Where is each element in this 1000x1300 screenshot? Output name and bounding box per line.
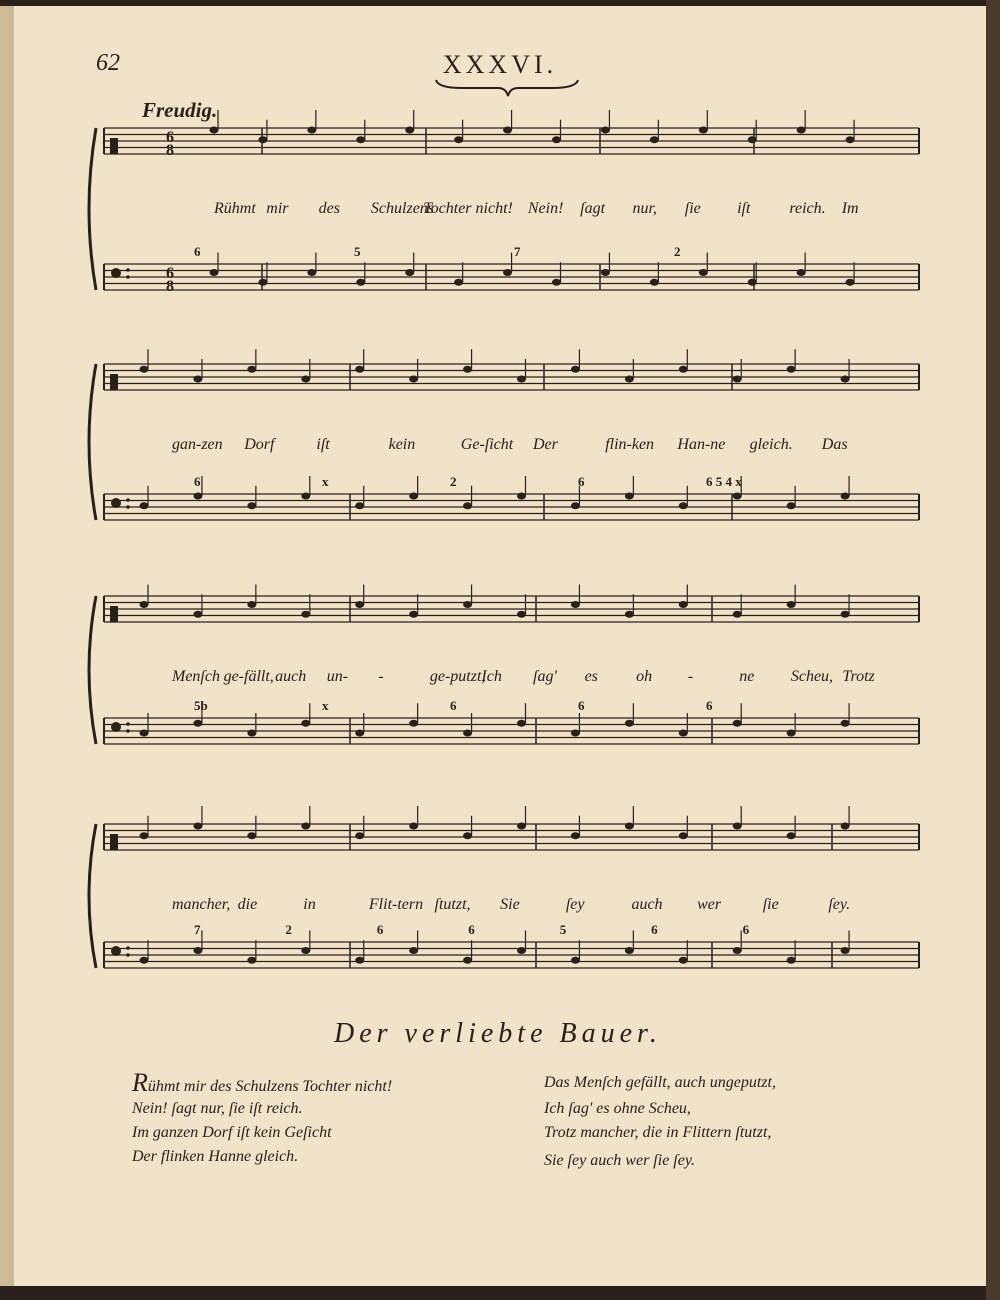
lyric-syllable: Nein! bbox=[527, 200, 564, 217]
note-head bbox=[258, 279, 267, 286]
figured-bass-number: 6 bbox=[706, 698, 713, 713]
note-head bbox=[787, 601, 796, 608]
note-head bbox=[301, 611, 310, 618]
note-head bbox=[409, 720, 418, 727]
lyric-syllable: - bbox=[378, 668, 384, 685]
note-head bbox=[841, 611, 850, 618]
note-head bbox=[650, 136, 659, 143]
note-head bbox=[210, 127, 219, 134]
note-head bbox=[733, 611, 742, 618]
note-head bbox=[601, 269, 610, 276]
note-head bbox=[247, 366, 256, 373]
lyric-syllable: kein bbox=[388, 436, 416, 453]
note-head bbox=[355, 601, 364, 608]
note-head bbox=[355, 366, 364, 373]
note-head bbox=[841, 493, 850, 500]
lyric-syllable: ſag' bbox=[533, 668, 557, 685]
note-head bbox=[699, 269, 708, 276]
figured-bass-number: x bbox=[322, 698, 329, 713]
score-page bbox=[14, 6, 986, 1286]
note-head bbox=[140, 601, 149, 608]
note-head bbox=[733, 823, 742, 830]
note-head bbox=[787, 366, 796, 373]
lyric-syllable: iſt bbox=[316, 436, 330, 453]
note-head bbox=[517, 376, 526, 383]
note-head bbox=[355, 730, 364, 737]
lyric-syllable: ſey bbox=[565, 896, 585, 913]
lyric-syllable: Sie bbox=[500, 896, 520, 913]
lyric-syllable: oh bbox=[636, 668, 653, 685]
lyric-syllable: Im bbox=[841, 200, 859, 217]
note-head bbox=[463, 730, 472, 737]
note-head bbox=[247, 832, 256, 839]
lyric-syllable: flin-ken bbox=[605, 436, 655, 453]
note-head bbox=[356, 279, 365, 286]
bass-clef-dot bbox=[126, 729, 130, 733]
poem-line: Der flinken Hanne gleich. bbox=[132, 1148, 299, 1165]
note-head bbox=[356, 136, 365, 143]
note-head bbox=[625, 376, 634, 383]
note-head bbox=[247, 730, 256, 737]
figured-bass-number: 6 bbox=[376, 922, 384, 937]
note-head bbox=[193, 376, 202, 383]
book-edge-right bbox=[986, 0, 1000, 1300]
lyric-syllable: Trotz bbox=[842, 668, 875, 685]
note-head bbox=[454, 279, 463, 286]
note-head bbox=[405, 127, 414, 134]
figured-bass-number: 7 bbox=[514, 244, 521, 259]
note-head bbox=[409, 611, 418, 618]
figured-bass-number: 6 bbox=[450, 698, 457, 713]
bass-clef-dot bbox=[126, 268, 130, 272]
figured-bass-number: 6 bbox=[194, 244, 201, 259]
note-head bbox=[625, 823, 634, 830]
note-head bbox=[409, 376, 418, 383]
note-head bbox=[463, 957, 472, 964]
note-head bbox=[140, 502, 149, 509]
time-signature: 8 bbox=[166, 278, 174, 295]
note-head bbox=[571, 601, 580, 608]
note-head bbox=[140, 366, 149, 373]
bass-clef bbox=[111, 722, 121, 732]
figured-bass-number: 5 bbox=[559, 922, 567, 937]
poem-line: Nein! ſagt nur, ſie iſt reich. bbox=[132, 1100, 303, 1117]
tempo-marking: Freudig. bbox=[142, 98, 218, 122]
song-number: XXXVI. bbox=[442, 50, 558, 79]
lyric-syllable: Der bbox=[533, 436, 558, 453]
lyric-syllable: Ge-ſicht bbox=[460, 436, 514, 453]
note-head bbox=[625, 493, 634, 500]
note-head bbox=[797, 127, 806, 134]
figured-bass-number: 6 bbox=[742, 922, 750, 937]
soprano-clef bbox=[110, 138, 118, 154]
note-head bbox=[787, 957, 796, 964]
note-head bbox=[679, 502, 688, 509]
lyric-syllable: in bbox=[303, 896, 316, 913]
note-head bbox=[140, 730, 149, 737]
figured-bass-number: 6 bbox=[651, 922, 658, 937]
note-head bbox=[193, 823, 202, 830]
figured-bass-number: 2 bbox=[450, 474, 457, 489]
note-head bbox=[679, 730, 688, 737]
note-head bbox=[405, 269, 414, 276]
lyric-syllable: Das bbox=[821, 436, 848, 453]
note-head bbox=[140, 957, 149, 964]
system-brace bbox=[89, 824, 96, 968]
note-head bbox=[247, 601, 256, 608]
lyric-syllable: ne bbox=[739, 668, 755, 685]
note-head bbox=[748, 279, 757, 286]
note-head bbox=[193, 947, 202, 954]
note-head bbox=[247, 502, 256, 509]
note-head bbox=[571, 502, 580, 509]
note-head bbox=[355, 502, 364, 509]
lyric-syllable: gleich. bbox=[749, 436, 793, 453]
lyric-syllable: ſagt bbox=[580, 200, 606, 217]
time-signature: 6 bbox=[166, 265, 174, 282]
bass-clef-dot bbox=[126, 498, 130, 502]
bass-clef-dot bbox=[126, 722, 130, 726]
note-head bbox=[733, 947, 742, 954]
bass-clef bbox=[111, 946, 121, 956]
note-head bbox=[517, 611, 526, 618]
note-head bbox=[650, 279, 659, 286]
lyric-syllable: Tochter bbox=[423, 200, 472, 217]
bass-clef-dot bbox=[126, 946, 130, 950]
time-signature: 8 bbox=[166, 142, 174, 159]
lyric-syllable: Rühmt bbox=[214, 200, 256, 217]
note-head bbox=[301, 720, 310, 727]
figured-bass-number: 5b bbox=[194, 698, 208, 713]
figured-bass-number: 7 bbox=[194, 922, 201, 937]
lyric-syllable: des bbox=[318, 200, 340, 217]
soprano-clef bbox=[110, 606, 118, 622]
note-head bbox=[846, 279, 855, 286]
note-head bbox=[517, 720, 526, 727]
soprano-clef bbox=[110, 834, 118, 850]
poem-line: Trotz mancher, die in Flittern ſtutzt, bbox=[544, 1124, 772, 1141]
poem-title: Der verliebte Bauer. bbox=[334, 1018, 662, 1049]
note-head bbox=[193, 720, 202, 727]
lyric-syllable: wer bbox=[697, 896, 722, 913]
lyric-syllable: nur, bbox=[632, 200, 657, 217]
lyric-syllable: mir bbox=[266, 200, 289, 217]
note-head bbox=[733, 493, 742, 500]
note-head bbox=[140, 832, 149, 839]
poem-line-text: ühmt mir des Schulzens Tochter nicht! bbox=[147, 1078, 393, 1095]
lyric-syllable: iſt bbox=[737, 200, 751, 217]
lyric-syllable: Scheu, bbox=[790, 668, 834, 685]
note-head bbox=[503, 127, 512, 134]
book-edge-left bbox=[0, 6, 15, 1286]
note-head bbox=[193, 493, 202, 500]
note-head bbox=[733, 376, 742, 383]
figured-bass-number: 2 bbox=[674, 244, 681, 259]
note-head bbox=[463, 366, 472, 373]
poem-line: Ich ſag' es ohne Scheu, bbox=[544, 1100, 691, 1117]
note-head bbox=[625, 611, 634, 618]
note-head bbox=[733, 720, 742, 727]
note-head bbox=[787, 502, 796, 509]
lyric-syllable: - bbox=[687, 668, 694, 685]
lyric-syllable: ge-fällt, bbox=[223, 668, 274, 685]
note-head bbox=[193, 611, 202, 618]
note-head bbox=[355, 832, 364, 839]
note-head bbox=[517, 823, 526, 830]
figured-bass-number: 6 bbox=[194, 474, 201, 489]
note-head bbox=[454, 136, 463, 143]
note-head bbox=[503, 269, 512, 276]
page-number: 62 bbox=[96, 50, 120, 76]
note-head bbox=[307, 127, 316, 134]
lyric-syllable: ſie bbox=[684, 200, 701, 217]
bass-clef-dot bbox=[126, 953, 130, 957]
note-head bbox=[625, 947, 634, 954]
music-score bbox=[14, 6, 986, 1016]
system-brace bbox=[89, 128, 96, 290]
note-head bbox=[409, 823, 418, 830]
initial-letter: R bbox=[132, 1068, 148, 1097]
figured-bass-number: x bbox=[322, 474, 329, 489]
note-head bbox=[552, 279, 561, 286]
note-head bbox=[571, 832, 580, 839]
note-head bbox=[841, 947, 850, 954]
bass-clef-dot bbox=[126, 505, 130, 509]
note-head bbox=[625, 720, 634, 727]
note-head bbox=[409, 947, 418, 954]
figured-bass-number: 6 bbox=[578, 698, 585, 713]
figured-bass-number: 6 bbox=[578, 474, 585, 489]
figured-bass-number: 5 bbox=[354, 244, 361, 259]
note-head bbox=[571, 957, 580, 964]
system-brace bbox=[89, 364, 96, 520]
note-head bbox=[247, 957, 256, 964]
note-head bbox=[301, 823, 310, 830]
note-head bbox=[679, 832, 688, 839]
note-head bbox=[463, 832, 472, 839]
note-head bbox=[679, 957, 688, 964]
poem-line: Das Menſch gefällt, auch ungeputzt, bbox=[544, 1074, 776, 1091]
lyric-syllable: Han-ne bbox=[677, 436, 726, 453]
lyric-syllable: Flit-tern bbox=[368, 896, 424, 913]
note-head bbox=[517, 493, 526, 500]
note-head bbox=[301, 493, 310, 500]
note-head bbox=[841, 823, 850, 830]
system-brace bbox=[89, 596, 96, 744]
poem-line bbox=[132, 1068, 392, 1098]
bass-clef bbox=[111, 268, 121, 278]
note-head bbox=[797, 269, 806, 276]
lyric-syllable: nicht! bbox=[475, 200, 513, 217]
lyric-syllable: Dorf bbox=[244, 436, 275, 453]
note-head bbox=[258, 136, 267, 143]
lyric-syllable: ſey. bbox=[828, 896, 851, 913]
note-head bbox=[307, 269, 316, 276]
note-head bbox=[463, 601, 472, 608]
note-head bbox=[409, 493, 418, 500]
lyric-syllable: auch bbox=[275, 668, 307, 685]
lyric-syllable: ſtutzt, bbox=[434, 896, 471, 913]
figured-bass-number: 6 bbox=[468, 922, 475, 937]
figured-bass-number: 6 5 4 x bbox=[706, 474, 742, 489]
note-head bbox=[463, 502, 472, 509]
note-head bbox=[699, 127, 708, 134]
bass-clef-dot bbox=[126, 275, 130, 279]
figured-bass-number: 2 bbox=[285, 922, 292, 937]
note-head bbox=[301, 376, 310, 383]
lyric-syllable: un- bbox=[326, 668, 349, 685]
note-head bbox=[571, 366, 580, 373]
time-signature: 6 bbox=[166, 129, 174, 146]
lyric-syllable: reich. bbox=[789, 200, 826, 217]
note-head bbox=[355, 957, 364, 964]
note-head bbox=[748, 136, 757, 143]
poem-line: Sie ſey auch wer ſie ſey. bbox=[544, 1152, 696, 1169]
note-head bbox=[846, 136, 855, 143]
lyric-syllable: gan-zen bbox=[172, 436, 223, 453]
note-head bbox=[787, 730, 796, 737]
lyric-syllable: die bbox=[237, 896, 258, 913]
note-head bbox=[787, 832, 796, 839]
lyric-syllable: ge-putzt, bbox=[429, 668, 486, 685]
lyric-syllable: Menſch bbox=[172, 668, 220, 685]
note-head bbox=[679, 366, 688, 373]
lyric-syllable: mancher, bbox=[172, 896, 231, 913]
note-head bbox=[679, 601, 688, 608]
note-head bbox=[571, 730, 580, 737]
note-head bbox=[552, 136, 561, 143]
lyric-syllable: auch bbox=[631, 896, 663, 913]
note-head bbox=[210, 269, 219, 276]
poem-line: Im ganzen Dorf iſt kein Geſicht bbox=[132, 1124, 332, 1141]
soprano-clef bbox=[110, 374, 118, 390]
bass-clef bbox=[111, 498, 121, 508]
lyric-syllable: ſie bbox=[762, 896, 779, 913]
note-head bbox=[841, 376, 850, 383]
lyric-syllable: Ich bbox=[481, 668, 502, 685]
note-head bbox=[841, 720, 850, 727]
lyric-syllable: Schulzens bbox=[370, 200, 435, 217]
lyric-syllable: es bbox=[584, 668, 598, 685]
note-head bbox=[301, 947, 310, 954]
note-head bbox=[517, 947, 526, 954]
note-head bbox=[601, 127, 610, 134]
